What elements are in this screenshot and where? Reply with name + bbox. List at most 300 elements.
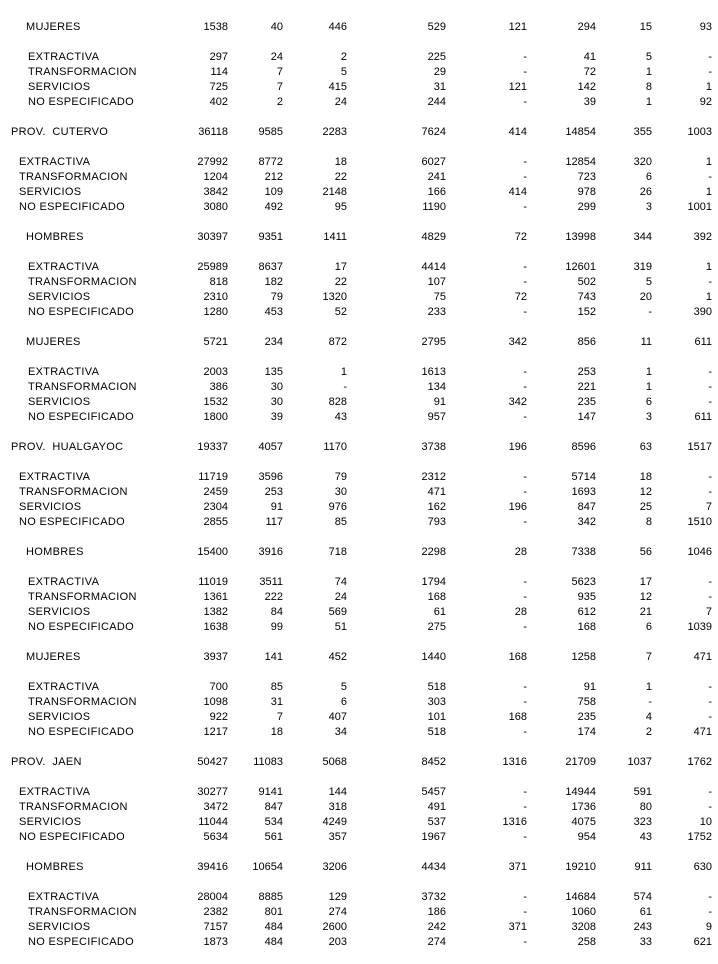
cell-value: -	[523, 66, 527, 78]
cell-value: 3080	[203, 201, 228, 213]
cell-value: -	[708, 786, 712, 798]
cell-value: -	[523, 381, 527, 393]
cell-value: 92	[699, 96, 712, 108]
cell-value: 166	[427, 186, 446, 198]
cell-value: 1098	[203, 696, 228, 708]
cell-value: 72	[514, 291, 527, 303]
cell-value: 1638	[203, 621, 228, 633]
row-label: MUJERES	[26, 21, 81, 33]
cell-value: -	[523, 261, 527, 273]
cell-value: 129	[328, 891, 347, 903]
cell-value: 24	[334, 591, 347, 603]
cell-value: 63	[639, 441, 652, 453]
row-label: EXTRACTIVA	[28, 51, 100, 63]
row-label: TRANSFORMACION	[28, 906, 137, 918]
row-label: SERVICIOS	[28, 921, 91, 933]
cell-value: 25989	[197, 261, 228, 273]
cell-value: 4249	[322, 816, 347, 828]
cell-value: 135	[264, 366, 283, 378]
cell-value: -	[708, 711, 712, 723]
cell-value: 299	[577, 201, 596, 213]
cell-value: -	[708, 381, 712, 393]
cell-value: 6	[645, 171, 652, 183]
cell-value: 1	[705, 291, 712, 303]
row-label: NO ESPECIFICADO	[19, 831, 125, 843]
row-label: TRANSFORMACION	[28, 591, 137, 603]
cell-value: 72	[583, 66, 596, 78]
cell-value: 2283	[322, 126, 347, 138]
cell-value: 9351	[258, 231, 283, 243]
cell-value: 147	[577, 411, 596, 423]
cell-value: 9141	[258, 786, 283, 798]
cell-value: 1170	[323, 441, 347, 453]
cell-value: 75	[433, 291, 446, 303]
cell-value: 85	[334, 516, 347, 528]
cell-value: 414	[508, 126, 527, 138]
cell-value: 7	[705, 501, 712, 513]
cell-value: 1	[645, 96, 652, 108]
cell-value: 168	[508, 711, 527, 723]
cell-value: 1693	[571, 486, 596, 498]
cell-value: 203	[328, 936, 347, 948]
cell-value: 1046	[687, 546, 712, 558]
cell-value: 243	[633, 921, 652, 933]
cell-value: 182	[264, 276, 283, 288]
cell-value: 2459	[203, 486, 228, 498]
row-label: EXTRACTIVA	[28, 366, 100, 378]
cell-value: 303	[427, 696, 446, 708]
cell-value: 1204	[203, 171, 228, 183]
cell-value: 10654	[252, 861, 283, 873]
table-row	[0, 170, 718, 185]
cell-value: 19210	[565, 861, 596, 873]
row-label: HOMBRES	[26, 546, 84, 558]
table-row	[0, 155, 718, 170]
cell-value: 9	[705, 921, 712, 933]
cell-value: 718	[328, 546, 347, 558]
table-row	[0, 395, 718, 410]
cell-value: 471	[693, 726, 712, 738]
cell-value: 911	[634, 861, 652, 873]
row-label: MUJERES	[26, 651, 81, 663]
cell-value: -	[523, 411, 527, 423]
cell-value: -	[523, 621, 527, 633]
cell-value: 318	[328, 801, 347, 813]
table-row	[0, 410, 718, 425]
cell-value: 196	[508, 501, 527, 513]
cell-value: 51	[334, 621, 347, 633]
cell-value: 7	[276, 81, 283, 93]
cell-value: 8	[645, 81, 652, 93]
cell-value: 109	[264, 186, 283, 198]
cell-value: 518	[427, 681, 446, 693]
cell-value: -	[523, 576, 527, 588]
row-label: TRANSFORMACION	[28, 381, 137, 393]
cell-value: 253	[577, 366, 596, 378]
cell-value: 561	[264, 831, 283, 843]
cell-value: 1873	[203, 936, 228, 948]
cell-value: 355	[633, 126, 652, 138]
cell-value: 471	[427, 486, 446, 498]
cell-value: 2304	[203, 501, 228, 513]
cell-value: 534	[264, 816, 283, 828]
cell-value: 6027	[421, 156, 446, 168]
row-label: EXTRACTIVA	[19, 471, 91, 483]
cell-value: 34	[334, 726, 347, 738]
cell-value: 14944	[565, 786, 596, 798]
cell-value: 529	[427, 21, 446, 33]
row-label: SERVICIOS	[28, 711, 91, 723]
cell-value: 297	[209, 51, 228, 63]
cell-value: 1762	[687, 756, 712, 768]
cell-value: 134	[427, 381, 446, 393]
cell-value: 3596	[258, 471, 283, 483]
row-label: PROV. JAEN	[11, 756, 82, 768]
cell-value: 2003	[203, 366, 228, 378]
cell-value: 30	[270, 381, 283, 393]
cell-value: 357	[328, 831, 347, 843]
cell-value: 4075	[571, 816, 596, 828]
cell-value: 5457	[421, 786, 446, 798]
cell-value: 4434	[421, 861, 446, 873]
cell-value: 144	[328, 786, 347, 798]
cell-value: 14854	[565, 126, 596, 138]
table-row	[0, 815, 718, 830]
cell-value: 818	[209, 276, 228, 288]
cell-value: 11	[640, 336, 652, 348]
cell-value: 22	[334, 276, 347, 288]
cell-value: -	[708, 276, 712, 288]
cell-value: 847	[264, 801, 283, 813]
cell-value: 6	[645, 621, 652, 633]
cell-value: 15	[639, 21, 652, 33]
cell-value: -	[523, 486, 527, 498]
cell-value: -	[708, 906, 712, 918]
cell-value: -	[523, 366, 527, 378]
cell-value: 22	[334, 171, 347, 183]
cell-value: 743	[577, 291, 596, 303]
table-row	[0, 680, 718, 695]
table-row	[0, 545, 718, 560]
cell-value: 1736	[571, 801, 596, 813]
cell-value: 323	[633, 816, 652, 828]
table-row	[0, 365, 718, 380]
cell-value: -	[708, 471, 712, 483]
table-row	[0, 710, 718, 725]
cell-value: 320	[633, 156, 652, 168]
row-label: NO ESPECIFICADO	[28, 726, 134, 738]
cell-value: 1217	[203, 726, 228, 738]
cell-value: 18	[334, 156, 347, 168]
cell-value: 569	[328, 606, 347, 618]
cell-value: -	[523, 171, 527, 183]
cell-value: 537	[427, 816, 446, 828]
cell-value: 5721	[203, 336, 228, 348]
cell-value: 1361	[203, 591, 228, 603]
cell-value: 1613	[421, 366, 446, 378]
row-label: EXTRACTIVA	[19, 786, 91, 798]
cell-value: 518	[427, 726, 446, 738]
row-label: NO ESPECIFICADO	[19, 201, 125, 213]
cell-value: 725	[209, 81, 228, 93]
cell-value: 13998	[565, 231, 596, 243]
cell-value: 828	[328, 396, 347, 408]
cell-value: 1	[645, 366, 652, 378]
cell-value: 954	[577, 831, 596, 843]
cell-value: 1037	[627, 756, 652, 768]
cell-value: 591	[633, 786, 652, 798]
cell-value: 11083	[253, 756, 283, 768]
cell-value: 107	[427, 276, 446, 288]
cell-value: 1190	[422, 201, 446, 213]
cell-value: 484	[264, 936, 283, 948]
row-label: TRANSFORMACION	[28, 696, 137, 708]
cell-value: 611	[694, 336, 712, 348]
cell-value: 6	[340, 696, 347, 708]
row-label: NO ESPECIFICADO	[28, 936, 134, 948]
cell-value: 1794	[421, 576, 446, 588]
cell-value: 56	[639, 546, 652, 558]
cell-value: 3	[645, 201, 652, 213]
table-row	[0, 590, 718, 605]
cell-value: 1	[705, 156, 712, 168]
cell-value: 39	[583, 96, 596, 108]
cell-value: 700	[209, 681, 228, 693]
cell-value: 25	[639, 501, 652, 513]
row-label: NO ESPECIFICADO	[28, 411, 134, 423]
cell-value: -	[523, 156, 527, 168]
cell-value: 342	[508, 396, 527, 408]
cell-value: 114	[210, 66, 228, 78]
cell-value: 11044	[198, 816, 228, 828]
cell-value: 2382	[203, 906, 228, 918]
cell-value: 24	[334, 96, 347, 108]
table-row	[0, 65, 718, 80]
table-row	[0, 470, 718, 485]
cell-value: 612	[577, 606, 596, 618]
cell-value: -	[523, 786, 527, 798]
cell-value: -	[708, 366, 712, 378]
cell-value: 3916	[258, 546, 283, 558]
cell-value: 978	[577, 186, 596, 198]
cell-value: 3472	[203, 801, 228, 813]
cell-value: -	[523, 201, 527, 213]
cell-value: -	[708, 51, 712, 63]
cell-value: 121	[508, 21, 527, 33]
cell-value: -	[523, 276, 527, 288]
cell-value: 12	[639, 486, 652, 498]
table-row	[0, 275, 718, 290]
cell-value: 196	[508, 441, 527, 453]
cell-value: 7157	[203, 921, 228, 933]
cell-value: 162	[427, 501, 446, 513]
cell-value: 91	[270, 501, 283, 513]
cell-value: 5	[645, 276, 652, 288]
cell-value: -	[708, 396, 712, 408]
cell-value: 24	[270, 51, 283, 63]
cell-value: -	[343, 381, 347, 393]
row-label: TRANSFORMACION	[28, 66, 137, 78]
cell-value: 85	[270, 681, 283, 693]
row-label: MUJERES	[26, 336, 81, 348]
cell-value: 18	[639, 471, 652, 483]
cell-value: 344	[633, 231, 652, 243]
cell-value: 274	[427, 936, 446, 948]
cell-value: 7	[276, 66, 283, 78]
cell-value: 2312	[421, 471, 446, 483]
cell-value: 7	[645, 651, 652, 663]
cell-value: 29	[433, 66, 446, 78]
cell-value: 50427	[197, 756, 228, 768]
cell-value: 21709	[565, 756, 596, 768]
cell-value: 2	[276, 96, 283, 108]
cell-value: 1	[645, 681, 652, 693]
row-label: EXTRACTIVA	[19, 156, 91, 168]
cell-value: 2148	[322, 186, 347, 198]
cell-value: -	[708, 801, 712, 813]
cell-value: 253	[264, 486, 283, 498]
cell-value: 21	[639, 606, 652, 618]
table-row	[0, 860, 718, 875]
cell-value: 3206	[322, 861, 347, 873]
cell-value: 141	[264, 651, 283, 663]
cell-value: 168	[427, 591, 446, 603]
cell-value: 1	[340, 366, 347, 378]
cell-value: 142	[577, 81, 596, 93]
cell-value: 10	[699, 816, 712, 828]
row-label: EXTRACTIVA	[28, 681, 100, 693]
cell-value: 3842	[203, 186, 228, 198]
cell-value: 1280	[203, 306, 228, 318]
table-row	[0, 185, 718, 200]
cell-value: 7624	[421, 126, 446, 138]
cell-value: 72	[514, 231, 527, 243]
cell-value: 1510	[687, 516, 712, 528]
row-label: SERVICIOS	[28, 396, 91, 408]
table-row	[0, 50, 718, 65]
cell-value: 30	[270, 396, 283, 408]
row-label: SERVICIOS	[28, 81, 91, 93]
cell-value: 484	[264, 921, 283, 933]
row-label: SERVICIOS	[28, 291, 91, 303]
cell-value: 244	[427, 96, 446, 108]
cell-value: 1	[705, 81, 712, 93]
cell-value: 847	[577, 501, 596, 513]
cell-value: 3937	[203, 651, 228, 663]
cell-value: -	[708, 591, 712, 603]
cell-value: 152	[577, 306, 596, 318]
cell-value: 8637	[258, 261, 283, 273]
cell-value: 6	[645, 396, 652, 408]
row-label: SERVICIOS	[28, 606, 91, 618]
cell-value: 1	[645, 381, 652, 393]
cell-value: -	[708, 66, 712, 78]
cell-value: 1	[645, 66, 652, 78]
cell-value: 31	[270, 696, 283, 708]
cell-value: 4414	[421, 261, 446, 273]
cell-value: 1517	[687, 441, 712, 453]
cell-value: 18	[270, 726, 283, 738]
cell-value: 121	[508, 81, 527, 93]
cell-value: -	[708, 696, 712, 708]
cell-value: 39416	[197, 861, 228, 873]
cell-value: 1003	[687, 126, 712, 138]
row-label: NO ESPECIFICADO	[28, 306, 134, 318]
cell-value: 1800	[203, 411, 228, 423]
cell-value: 294	[577, 21, 596, 33]
cell-value: -	[523, 681, 527, 693]
cell-value: 2298	[421, 546, 446, 558]
cell-value: 12854	[565, 156, 596, 168]
cell-value: 2	[645, 726, 652, 738]
cell-value: -	[523, 891, 527, 903]
row-label: TRANSFORMACION	[28, 276, 137, 288]
cell-value: 492	[264, 201, 283, 213]
cell-value: 758	[577, 696, 596, 708]
cell-value: 91	[433, 396, 446, 408]
table-row	[0, 500, 718, 515]
cell-value: 371	[508, 861, 527, 873]
cell-value: 1967	[421, 831, 446, 843]
cell-value: 212	[264, 171, 283, 183]
cell-value: -	[708, 486, 712, 498]
cell-value: 392	[693, 231, 712, 243]
row-label: NO ESPECIFICADO	[28, 96, 134, 108]
cell-value: 186	[427, 906, 446, 918]
cell-value: 3208	[571, 921, 596, 933]
cell-value: 5623	[571, 576, 596, 588]
cell-value: 235	[577, 396, 596, 408]
cell-value: 2855	[203, 516, 228, 528]
cell-value: 502	[577, 276, 596, 288]
row-label: EXTRACTIVA	[28, 576, 100, 588]
cell-value: 957	[427, 411, 446, 423]
row-label: PROV. CUTERVO	[11, 126, 109, 138]
cell-value: 274	[328, 906, 347, 918]
table-row	[0, 935, 718, 950]
cell-value: 621	[693, 936, 712, 948]
cell-value: 12601	[565, 261, 596, 273]
cell-value: 452	[328, 651, 347, 663]
cell-value: 1440	[421, 651, 446, 663]
cell-value: 28	[514, 546, 527, 558]
cell-value: 630	[693, 861, 712, 873]
cell-value: 84	[270, 606, 283, 618]
cell-value: 319	[633, 261, 652, 273]
row-label: PROV. HUALGAYOC	[11, 441, 124, 453]
table-row	[0, 260, 718, 275]
cell-value: 7	[276, 711, 283, 723]
cell-value: 8772	[258, 156, 283, 168]
cell-value: -	[523, 801, 527, 813]
cell-value: -	[648, 306, 652, 318]
table-row	[0, 380, 718, 395]
table-row	[0, 905, 718, 920]
cell-value: 371	[508, 921, 527, 933]
cell-value: 1411	[323, 231, 347, 243]
cell-value: 1316	[502, 816, 527, 828]
table-row	[0, 890, 718, 905]
cell-value: 5634	[203, 831, 228, 843]
cell-value: 7338	[571, 546, 596, 558]
cell-value: 20	[639, 291, 652, 303]
table-row	[0, 830, 718, 845]
cell-value: 30397	[197, 231, 228, 243]
cell-value: -	[708, 681, 712, 693]
cell-value: 19337	[197, 441, 228, 453]
cell-value: 453	[264, 306, 283, 318]
cell-value: 8885	[258, 891, 283, 903]
